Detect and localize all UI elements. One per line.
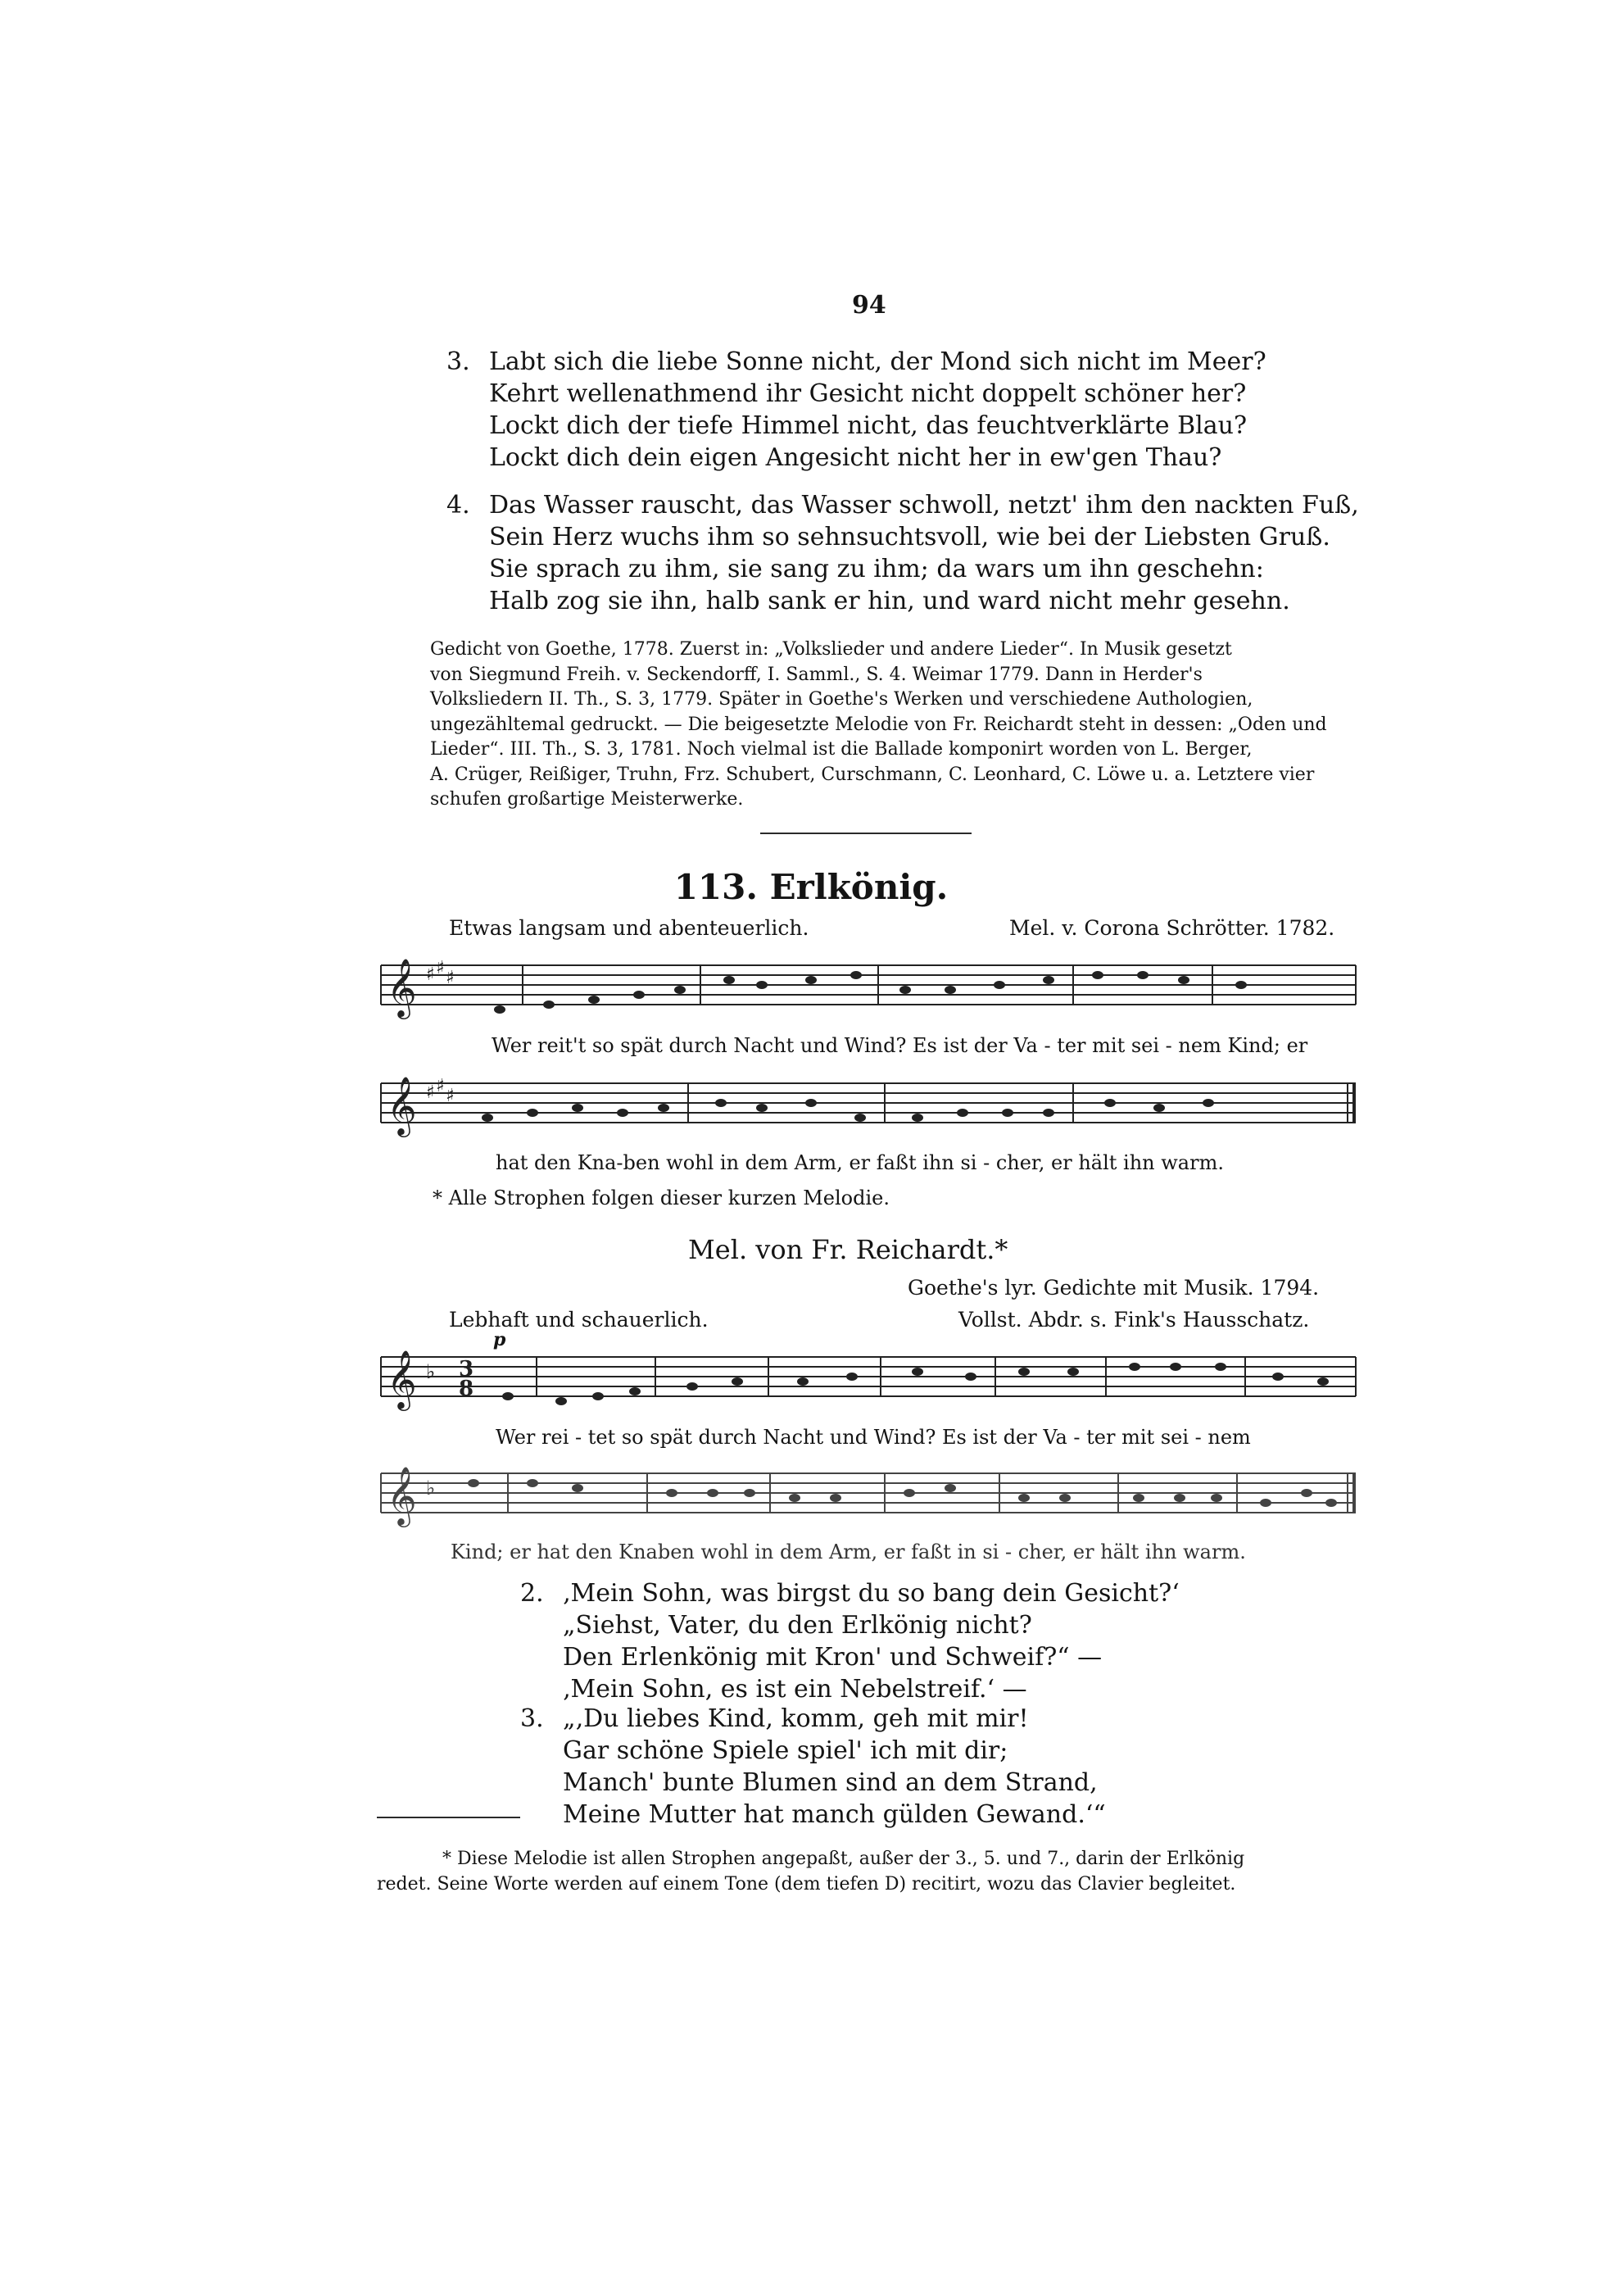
verse-line: Halb zog sie ihn, halb sank er hin, und ward nicht mehr gesehn.: [489, 587, 1290, 615]
verse-line: Lockt dich der tiefe Himmel nicht, das feuchtverklärte Blau?: [489, 411, 1248, 440]
svg-text:8: 8: [459, 1377, 474, 1401]
stanza-3b: [520, 1703, 1106, 1831]
footnote: [377, 1846, 1356, 1897]
footnote-line: redet. Seine Worte werden auf einem Tone (dem tiefen D) recitirt, wozu das Clavier begleitet.: [377, 1874, 1236, 1894]
melody-heading: Mel. von Fr. Reichardt.*: [688, 1234, 1008, 1265]
svg-text:♯: ♯: [426, 1082, 435, 1103]
melody-footnote: * Alle Strophen folgen dieser kurzen Melodie.: [433, 1187, 890, 1209]
note-line: Volksliedern II. Th., S. 3, 1779. Später in Goethe's Werken und verschiedene Authologien,: [430, 689, 1253, 710]
stanza-number: 3.: [520, 1704, 544, 1733]
dynamic-marking: p: [493, 1329, 506, 1350]
verse-line: Sein Herz wuchs ihm so sehnsuchtsvoll, wie bei der Liebsten Gruß.: [489, 523, 1330, 551]
lyrics-line: hat den Kna-ben wohl in dem Arm, er faßt ihn si - cher, er hält ihn warm.: [496, 1151, 1224, 1174]
verse-line: „Siehst, Vater, du den Erlkönig nicht?: [563, 1611, 1032, 1640]
song-title: 113. Erlkönig.: [673, 867, 949, 907]
verse-line: ‚Mein Sohn, was birgst du so bang dein Gesicht?‘: [563, 1579, 1180, 1608]
svg-text:𝄞: 𝄞: [387, 1465, 417, 1525]
lyrics-line: Wer reit't so spät durch Nacht und Wind? Es ist der Va - ter mit sei - nem Kind; er: [492, 1034, 1308, 1057]
source-note: [430, 638, 1356, 813]
note-line: A. Crüger, Reißiger, Truhn, Frz. Schubert, Curschmann, C. Leonhard, C. Löwe u. a. Letztere vier: [430, 764, 1315, 785]
svg-text:♯: ♯: [446, 1086, 455, 1106]
footnote-line: * Diese Melodie ist allen Strophen angepaßt, außer der 3., 5. und 7., darin der Erlkönig: [442, 1849, 1245, 1869]
note-line: Lieder“. III. Th., S. 3, 1781. Noch vielmal ist die Ballade komponirt worden von L. Berger,: [430, 739, 1253, 760]
music-staff-2b: [377, 1465, 1360, 1547]
verse-line: Lockt dich dein eigen Angesicht nicht her in ew'gen Thau?: [489, 443, 1222, 472]
lyrics-line: Kind; er hat den Knaben wohl in dem Arm, er faßt in si - cher, er hält ihn warm.: [451, 1540, 1246, 1563]
verse-line: Sie sprach zu ihm, sie sang zu ihm; da wars um ihn geschehn:: [489, 555, 1264, 583]
music-staff-2a: [377, 1349, 1360, 1431]
verse-line: ‚Mein Sohn, es ist ein Nebelstreif.‘ —: [563, 1675, 1027, 1704]
tempo-marking: Lebhaft und schauerlich.: [449, 1308, 709, 1332]
verse-line: „‚Du liebes Kind, komm, geh mit mir!: [563, 1704, 1029, 1733]
svg-text:♯: ♯: [426, 964, 435, 985]
svg-text:♭: ♭: [426, 1477, 436, 1500]
verse-line: Meine Mutter hat manch gülden Gewand.‘“: [563, 1800, 1106, 1829]
note-line: Gedicht von Goethe, 1778. Zuerst in: „Volkslieder und andere Lieder“. In Musik gesetzt: [430, 639, 1232, 660]
stanza-number: 2.: [520, 1579, 544, 1608]
verse-line: Kehrt wellenathmend ihr Gesicht nicht doppelt schöner her?: [489, 379, 1247, 408]
melody-source: Vollst. Abdr. s. Fink's Hausschatz.: [958, 1308, 1310, 1332]
svg-text:♯: ♯: [446, 968, 455, 988]
stanza-4: [446, 489, 1359, 617]
verse-line: Gar schöne Spiele spiel' ich mit dir;: [563, 1736, 1008, 1765]
stanza-3: [446, 346, 1266, 474]
tempo-marking: Etwas langsam und abenteuerlich.: [449, 916, 809, 940]
note-line: schufen großartige Meisterwerke.: [430, 789, 744, 810]
verse-line: Das Wasser rauscht, das Wasser schwoll, netzt' ihm den nackten Fuß,: [489, 491, 1359, 520]
note-line: ungezähltemal gedruckt. — Die beigesetzte Melodie von Fr. Reichardt steht in dessen: „Oden und: [430, 714, 1327, 735]
stanza-number: 3.: [446, 347, 470, 376]
svg-text:𝄞: 𝄞: [387, 1349, 417, 1409]
note-line: von Siegmund Freih. v. Seckendorff, I. Samml., S. 4. Weimar 1779. Dann in Herder's: [430, 664, 1203, 685]
svg-text:♭: ♭: [426, 1360, 436, 1383]
svg-text:3: 3: [459, 1357, 474, 1382]
svg-text:𝄞: 𝄞: [387, 957, 417, 1017]
verse-line: Labt sich die liebe Sonne nicht, der Mond sich nicht im Meer?: [489, 347, 1266, 376]
svg-text:𝄞: 𝄞: [387, 1075, 417, 1135]
stanza-number: 4.: [446, 491, 470, 520]
stanza-2: [520, 1577, 1180, 1705]
melody-source: Mel. v. Corona Schrötter. 1782.: [1009, 916, 1335, 940]
verse-line: Den Erlenkönig mit Kron' und Schweif?“ —: [563, 1643, 1103, 1672]
music-staff-1a: [377, 957, 1360, 1039]
verse-line: Manch' bunte Blumen sind an dem Strand,: [563, 1768, 1098, 1797]
footnote-divider: [377, 1817, 520, 1818]
svg-text:♯: ♯: [436, 1076, 445, 1096]
section-divider: [760, 833, 972, 834]
music-staff-1b: [377, 1075, 1360, 1157]
lyrics-line: Wer rei - tet so spät durch Nacht und Wind? Es ist der Va - ter mit sei - nem: [496, 1426, 1251, 1449]
page-number: 94: [852, 291, 886, 320]
svg-text:♯: ♯: [436, 958, 445, 978]
melody-source: Goethe's lyr. Gedichte mit Musik. 1794.: [908, 1276, 1320, 1300]
